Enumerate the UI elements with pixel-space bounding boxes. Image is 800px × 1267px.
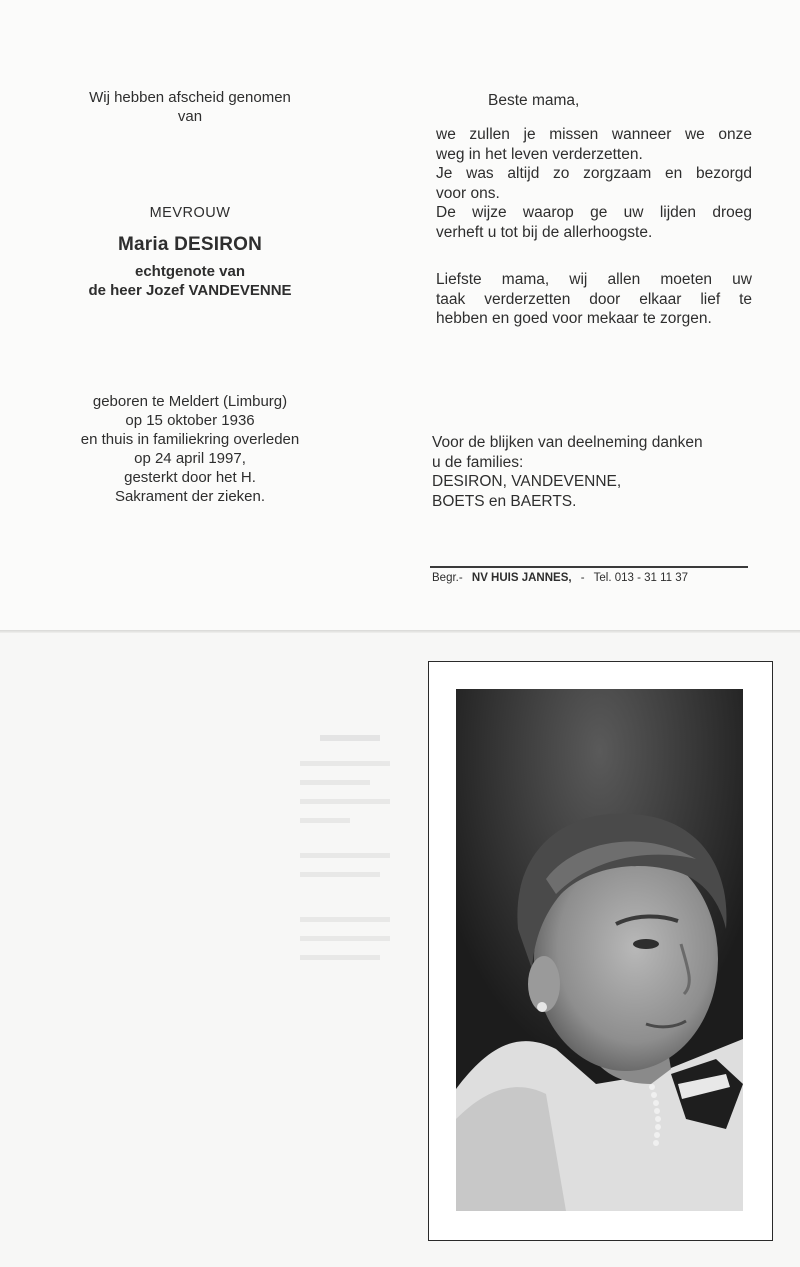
- birth-death-block: [40, 392, 340, 506]
- thanks-block: [432, 433, 762, 511]
- portrait-illustration: [456, 689, 743, 1211]
- message-line: weg in het leven verderzetten.: [436, 145, 643, 163]
- spouse-line: echtgenote van: [134, 263, 246, 280]
- greeting: Beste mama,: [488, 92, 580, 109]
- families-line: DESIRON, VANDEVENNE,: [432, 473, 622, 490]
- footer-divider: [430, 566, 748, 568]
- message-paragraph-1: [436, 125, 752, 242]
- thanks-line: Voor de blijken van deelneming danken: [432, 434, 703, 451]
- intro-line: Wij hebben afscheid genomen: [89, 89, 291, 106]
- birth-death-line: gesterkt door het H.: [124, 469, 256, 486]
- families-line: BOETS en BAERTS.: [432, 492, 577, 510]
- spouse-name: de heer Jozef VANDEVENNE: [88, 282, 292, 299]
- portrait-photo: [456, 689, 743, 1211]
- footer-prefix: Begr.-: [432, 572, 463, 584]
- message-paragraph-2: [436, 270, 752, 329]
- birth-death-line: op 15 oktober 1936: [125, 412, 255, 429]
- message-line: hebben en goed voor mekaar te zorgen.: [436, 310, 712, 327]
- intro-line: van: [177, 108, 203, 125]
- eye: [633, 939, 659, 949]
- fold-line: [0, 630, 800, 633]
- message-line: Liefste mama, wij allen moeten uw: [436, 271, 752, 288]
- reverse-bleed-through: [300, 735, 400, 1155]
- birth-death-line: geboren te Meldert (Limburg): [92, 393, 288, 410]
- footer-separator: -: [580, 572, 585, 584]
- deceased-block: [40, 204, 340, 300]
- message-line: we zullen je missen wanneer we onze: [436, 126, 752, 143]
- birth-death-line: en thuis in familiekring overleden: [80, 431, 300, 448]
- thanks-line: u de families:: [432, 453, 524, 471]
- deceased-name: Maria DESIRON: [117, 234, 263, 255]
- funeral-home-footer: [432, 571, 762, 585]
- message-line: voor ons.: [436, 184, 500, 202]
- photo-frame: [428, 661, 773, 1241]
- intro-block: [40, 88, 340, 126]
- message-line: De wijze waarop ge uw lijden droeg: [436, 204, 752, 221]
- funeral-home-phone: Tel. 013 - 31 11 37: [593, 572, 689, 584]
- funeral-home-name: NV HUIS JANNES,: [471, 572, 572, 584]
- birth-death-line: Sakrament der zieken.: [114, 488, 266, 505]
- birth-death-line: op 24 april 1997,: [134, 450, 246, 467]
- earring: [537, 1002, 547, 1012]
- message-line: Je was altijd zo zorgzaam en bezorgd: [436, 165, 752, 182]
- title: MEVROUW: [149, 205, 231, 221]
- message-line: taak verderzetten door elkaar lief te: [436, 290, 752, 308]
- message-line: verheft u tot bij de allerhoogste.: [436, 223, 653, 241]
